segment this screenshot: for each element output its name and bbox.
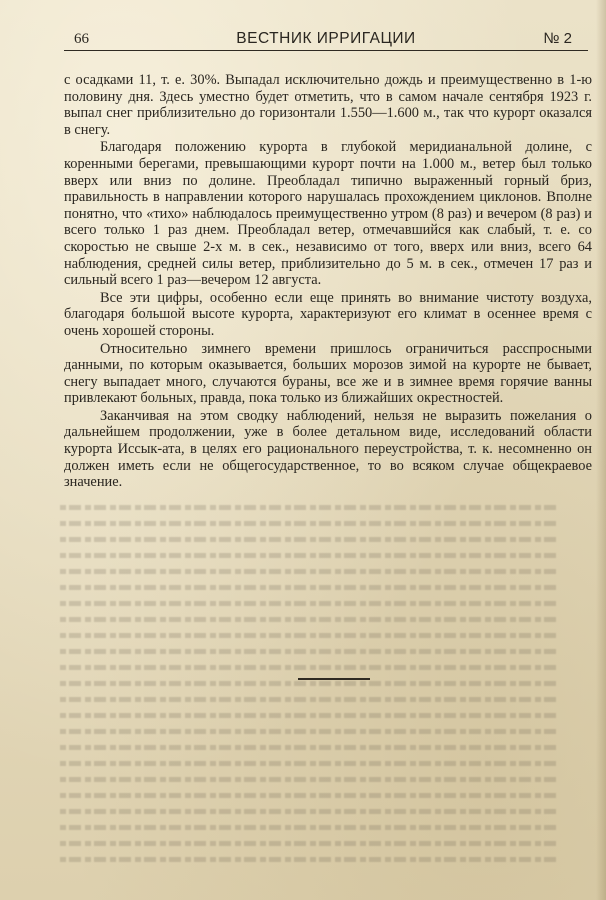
paragraph: Относительно зимнего времени пришлось ограничиться расспросными данными, по которым оказывается, больших морозов зимой на курорте не бывает, снегу выпадает много, случаются бураны, все же и в зимнее время горячие ванны привлекают больных, правда, пока только из ближайших окрестностей. — [64, 340, 592, 407]
paragraph: Все эти цифры, особенно если еще принять во внимание чистоту воздуха, благодаря большой высоте курорта, характеризуют его климат в осеннее время с очень хорошей стороны. — [64, 289, 592, 339]
article-body — [64, 72, 592, 492]
page-number: 66 — [74, 31, 89, 47]
paragraph: Заканчивая на этом сводку наблюдений, нельзя не выразить пожелания о дальнейшем продолжении, уже в более детальном виде, исследований области курорта Иссык-ата, в целях его рационального переустройства, т. к. несомненно он должен иметь если не общегосударственное, то во всяком случае общекраевое значение. — [64, 407, 592, 491]
running-header — [64, 28, 588, 51]
paragraph: с осадками 11, т. е. 30%. Выпадал исключительно дождь и преимущественно в 1-ю половину дня. Здесь уместно будет отметить, что в самом начале сентября 1923 г. выпал снег приблизительно до горизонтали 1.550—1.600 м., так что курорт оказался в снегу. — [64, 72, 592, 138]
page-edge-shadow — [596, 0, 606, 900]
section-end-rule — [298, 678, 370, 680]
paragraph: Благодаря положению курорта в глубокой меридианальной долине, с коренными берегами, превышающими курорт почти на 1.000 м., ветер был только вверх или вниз по долине. Преобладал типично выраженный горный бриз, правильность в направлении которого нарушалась прохождением циклонов. Вполне понятно, что «тихо» наблюдалось преимущественно утром (8 раз) и вечером (8 раз) и всего только 1 раз днем. Преобладал ветер, отмечавшийся как слабый, т. е. со скоростью не свыше 2-х м. в сек., независимо от того, вверх или вниз, всего 64 наблюдения, средней силы ветер, приблизительно до 5 м. в сек., отмечен 17 раз и сильный всего 1 раз—вечером 12 августа. — [64, 139, 592, 289]
issue-number: № 2 — [543, 30, 572, 47]
journal-title: ВЕСТНИК ИРРИГАЦИИ — [236, 30, 416, 47]
bleed-through-texture — [60, 505, 560, 885]
